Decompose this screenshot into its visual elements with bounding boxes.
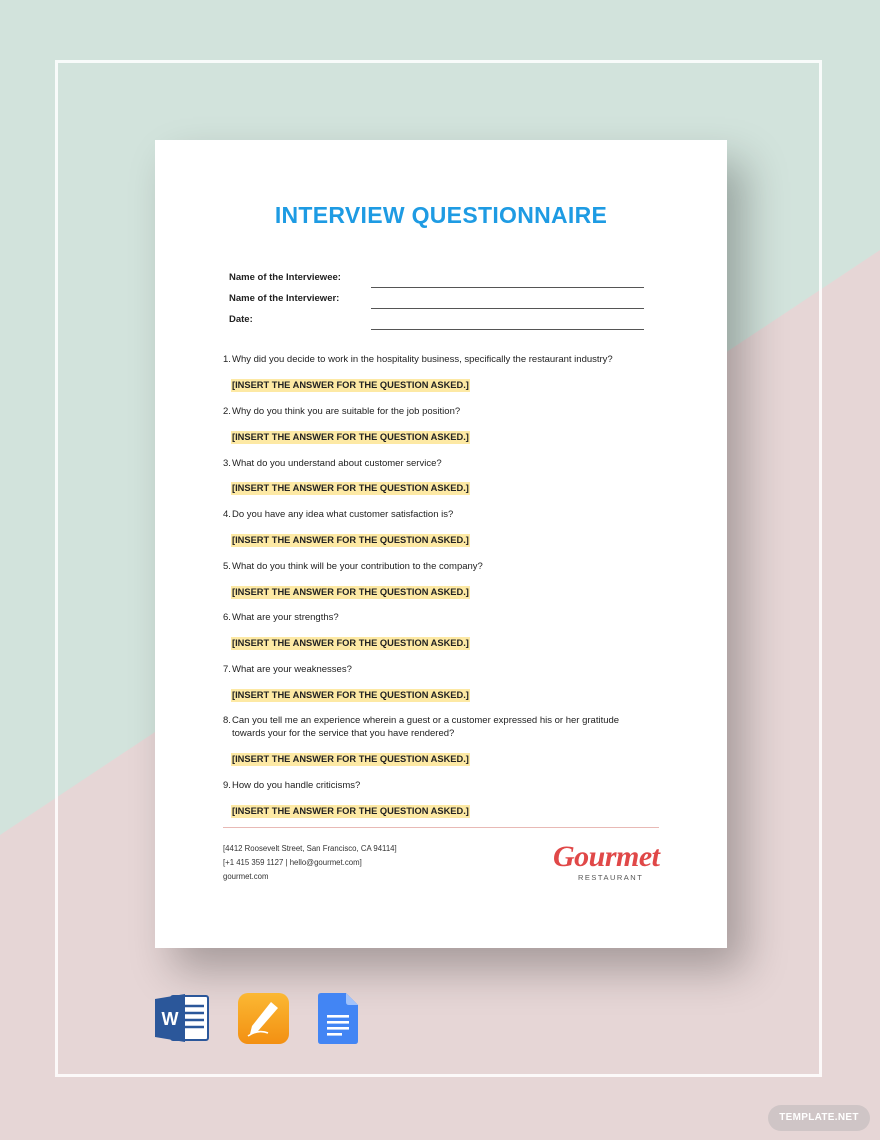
question-text: How do you handle criticisms? — [232, 780, 361, 791]
footer-address: [4412 Roosevelt Street, San Francisco, CA 94114] — [223, 844, 397, 853]
question-number: 6. — [223, 612, 231, 623]
question-1 — [223, 354, 643, 367]
google-docs-icon[interactable] — [318, 993, 358, 1049]
question-number: 9. — [223, 780, 231, 791]
question-number: 1. — [223, 354, 231, 365]
answer-placeholder[interactable]: [INSERT THE ANSWER FOR THE QUESTION ASKED.] — [232, 380, 469, 390]
question-text: Do you have any idea what customer satisfaction is? — [232, 509, 454, 520]
question-8 — [223, 715, 643, 740]
answer-placeholder[interactable]: [INSERT THE ANSWER FOR THE QUESTION ASKED.] — [232, 754, 469, 764]
word-icon[interactable] — [155, 993, 209, 1048]
gourmet-logo-subtitle: RESTAURANT — [578, 873, 644, 882]
field-label: Date: — [229, 314, 253, 325]
pages-icon[interactable] — [238, 993, 289, 1049]
question-2 — [223, 406, 643, 419]
question-text: What are your weaknesses? — [232, 664, 352, 675]
question-number: 5. — [223, 561, 231, 572]
field-line — [371, 287, 644, 288]
question-number: 8. — [223, 715, 231, 726]
question-7 — [223, 664, 643, 677]
field-label: Name of the Interviewer: — [229, 293, 340, 304]
question-text: Why did you decide to work in the hospitality business, specifically the restaurant industry? — [232, 354, 613, 365]
question-text: What do you understand about customer service? — [232, 458, 442, 469]
footer-divider — [223, 827, 659, 828]
question-text: Why do you think you are suitable for the job position? — [232, 406, 461, 417]
answer-placeholder[interactable]: [INSERT THE ANSWER FOR THE QUESTION ASKED.] — [232, 690, 469, 700]
question-text: What do you think will be your contribution to the company? — [232, 561, 483, 572]
question-number: 4. — [223, 509, 231, 520]
template-net-badge[interactable]: TEMPLATE.NET — [768, 1105, 870, 1131]
document-page — [155, 140, 727, 948]
interviewer-field[interactable] — [229, 293, 644, 309]
field-line — [371, 329, 644, 330]
gourmet-logo: Gourmet — [553, 840, 660, 873]
field-label: Name of the Interviewee: — [229, 272, 341, 283]
question-number: 2. — [223, 406, 231, 417]
question-5 — [223, 561, 643, 574]
question-text: What are your strengths? — [232, 612, 339, 623]
answer-placeholder[interactable]: [INSERT THE ANSWER FOR THE QUESTION ASKED.] — [232, 483, 469, 493]
footer-website: gourmet.com — [223, 872, 269, 881]
question-text: Can you tell me an experience wherein a guest or a customer expressed his or her gratitude towards your for the service that you have rendered? — [232, 715, 620, 739]
document-title: INTERVIEW QUESTIONNAIRE — [274, 202, 608, 228]
question-3 — [223, 458, 643, 471]
question-6 — [223, 612, 643, 625]
question-4 — [223, 509, 643, 522]
date-field[interactable] — [229, 314, 644, 330]
answer-placeholder[interactable]: [INSERT THE ANSWER FOR THE QUESTION ASKED.] — [232, 587, 469, 597]
answer-placeholder[interactable]: [INSERT THE ANSWER FOR THE QUESTION ASKED.] — [232, 806, 469, 816]
answer-placeholder[interactable]: [INSERT THE ANSWER FOR THE QUESTION ASKED.] — [232, 432, 469, 442]
answer-placeholder[interactable]: [INSERT THE ANSWER FOR THE QUESTION ASKED.] — [232, 535, 469, 545]
field-line — [371, 308, 644, 309]
answer-placeholder[interactable]: [INSERT THE ANSWER FOR THE QUESTION ASKED.] — [232, 638, 469, 648]
question-number: 3. — [223, 458, 231, 469]
interviewee-field[interactable] — [229, 272, 644, 288]
footer-contact: [+1 415 359 1127 | hello@gourmet.com] — [223, 858, 362, 867]
question-9 — [223, 780, 643, 793]
svg-text:W: W — [161, 1009, 179, 1029]
question-number: 7. — [223, 664, 231, 675]
